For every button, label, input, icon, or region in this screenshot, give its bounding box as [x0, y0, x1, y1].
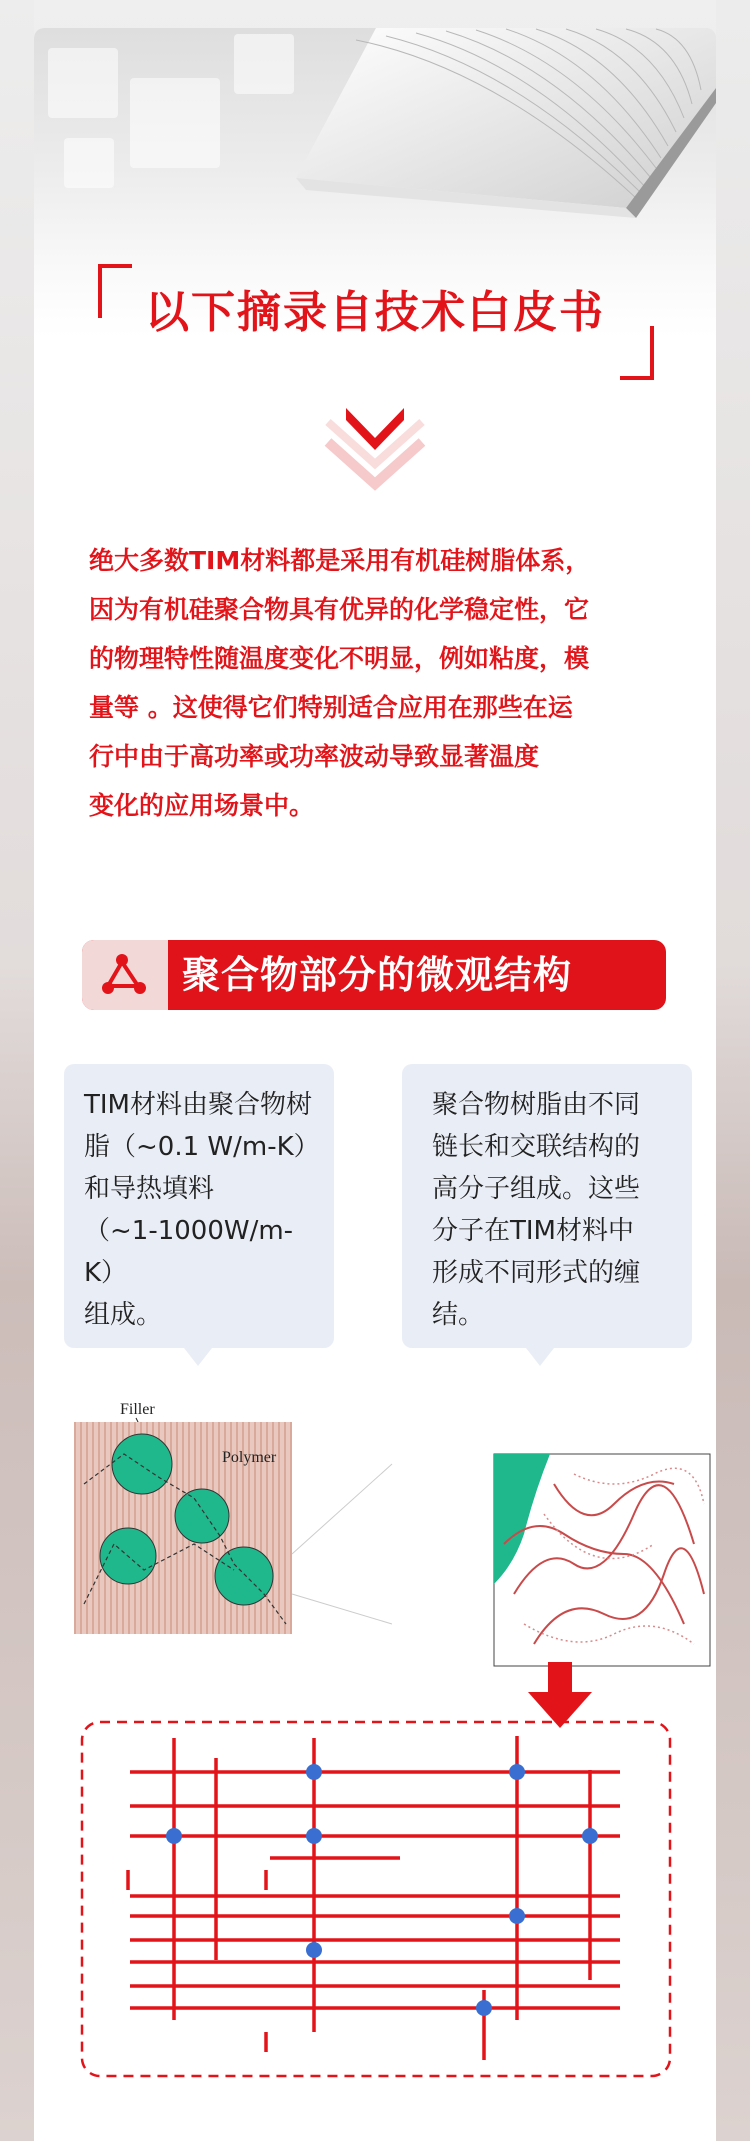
crosslink-network-diagram: [80, 1720, 672, 2078]
polymer-label: Polymer: [222, 1449, 277, 1466]
intro-line: 的物理特性随温度变化不明显，例如粘度，模: [89, 644, 590, 673]
molecule-network-icon: [82, 940, 168, 1010]
chain-horizontal: [130, 1772, 620, 2008]
decor-square: [234, 34, 294, 94]
intro-line: 行中由于高功率或功率波动导致显著温度: [89, 742, 540, 771]
page-background-left: [0, 0, 34, 2141]
crosslink-nodes: [166, 1764, 598, 2016]
bubble-line: 高分子组成。这些: [432, 1174, 641, 1204]
content-card: [34, 28, 716, 2141]
banner-title: 以下摘录自技术白皮书: [145, 287, 605, 338]
bubble-line: （~1-1000W/m-K）: [84, 1216, 294, 1288]
composite-microstructure-figure: [74, 1394, 714, 1684]
arrow-down-icon: [528, 1662, 592, 1728]
decor-square: [48, 48, 118, 118]
bubble-line: 结。: [432, 1300, 485, 1330]
chevron-down-icon: [310, 380, 440, 510]
bubble-line: 组成。: [84, 1300, 163, 1330]
zoom-guide-line: [292, 1464, 392, 1554]
intro-line: 绝大多数TIM材料都是采用有机硅树脂体系，: [89, 546, 591, 575]
bubble-line: 形成不同形式的缠: [432, 1258, 641, 1288]
intro-paragraph: [89, 536, 679, 830]
filler-particle: [215, 1547, 273, 1605]
zoom-guide-line: [292, 1594, 392, 1624]
bubble-line: 脂（~0.1 W/m-K）: [84, 1132, 320, 1162]
info-bubble-polymer: [402, 1064, 692, 1348]
filler-particle: [112, 1434, 172, 1494]
intro-line: 因为有机硅聚合物具有优异的化学稳定性，它: [89, 595, 590, 624]
decor-square: [64, 138, 114, 188]
filler-particle: [175, 1489, 229, 1543]
network-frame: [82, 1722, 670, 2076]
bubble-line: 链长和交联结构的: [432, 1132, 641, 1162]
bubble-line: 分子在TIM材料中: [432, 1216, 634, 1246]
section-title: 聚合物部分的微观结构: [182, 953, 573, 997]
bubble-line: 和导热填料: [84, 1174, 215, 1204]
decor-square: [130, 78, 220, 168]
page-background-right: [716, 0, 750, 2141]
bubble-tail: [526, 1348, 554, 1366]
section-icon-box: [82, 940, 168, 1010]
intro-line: 变化的应用场景中。: [89, 791, 315, 820]
chain-vertical: [128, 1736, 590, 2060]
open-book-illustration: [296, 28, 716, 238]
info-bubble-composition: [64, 1064, 334, 1348]
intro-line: 量等 。这使得它们特别适合应用在那些在运: [89, 693, 573, 722]
filler-label: Filler: [120, 1401, 155, 1418]
bubble-line: 聚合物树脂由不同: [432, 1090, 641, 1120]
bubble-tail: [184, 1348, 212, 1366]
bubble-line: TIM材料由聚合物树: [84, 1090, 312, 1120]
